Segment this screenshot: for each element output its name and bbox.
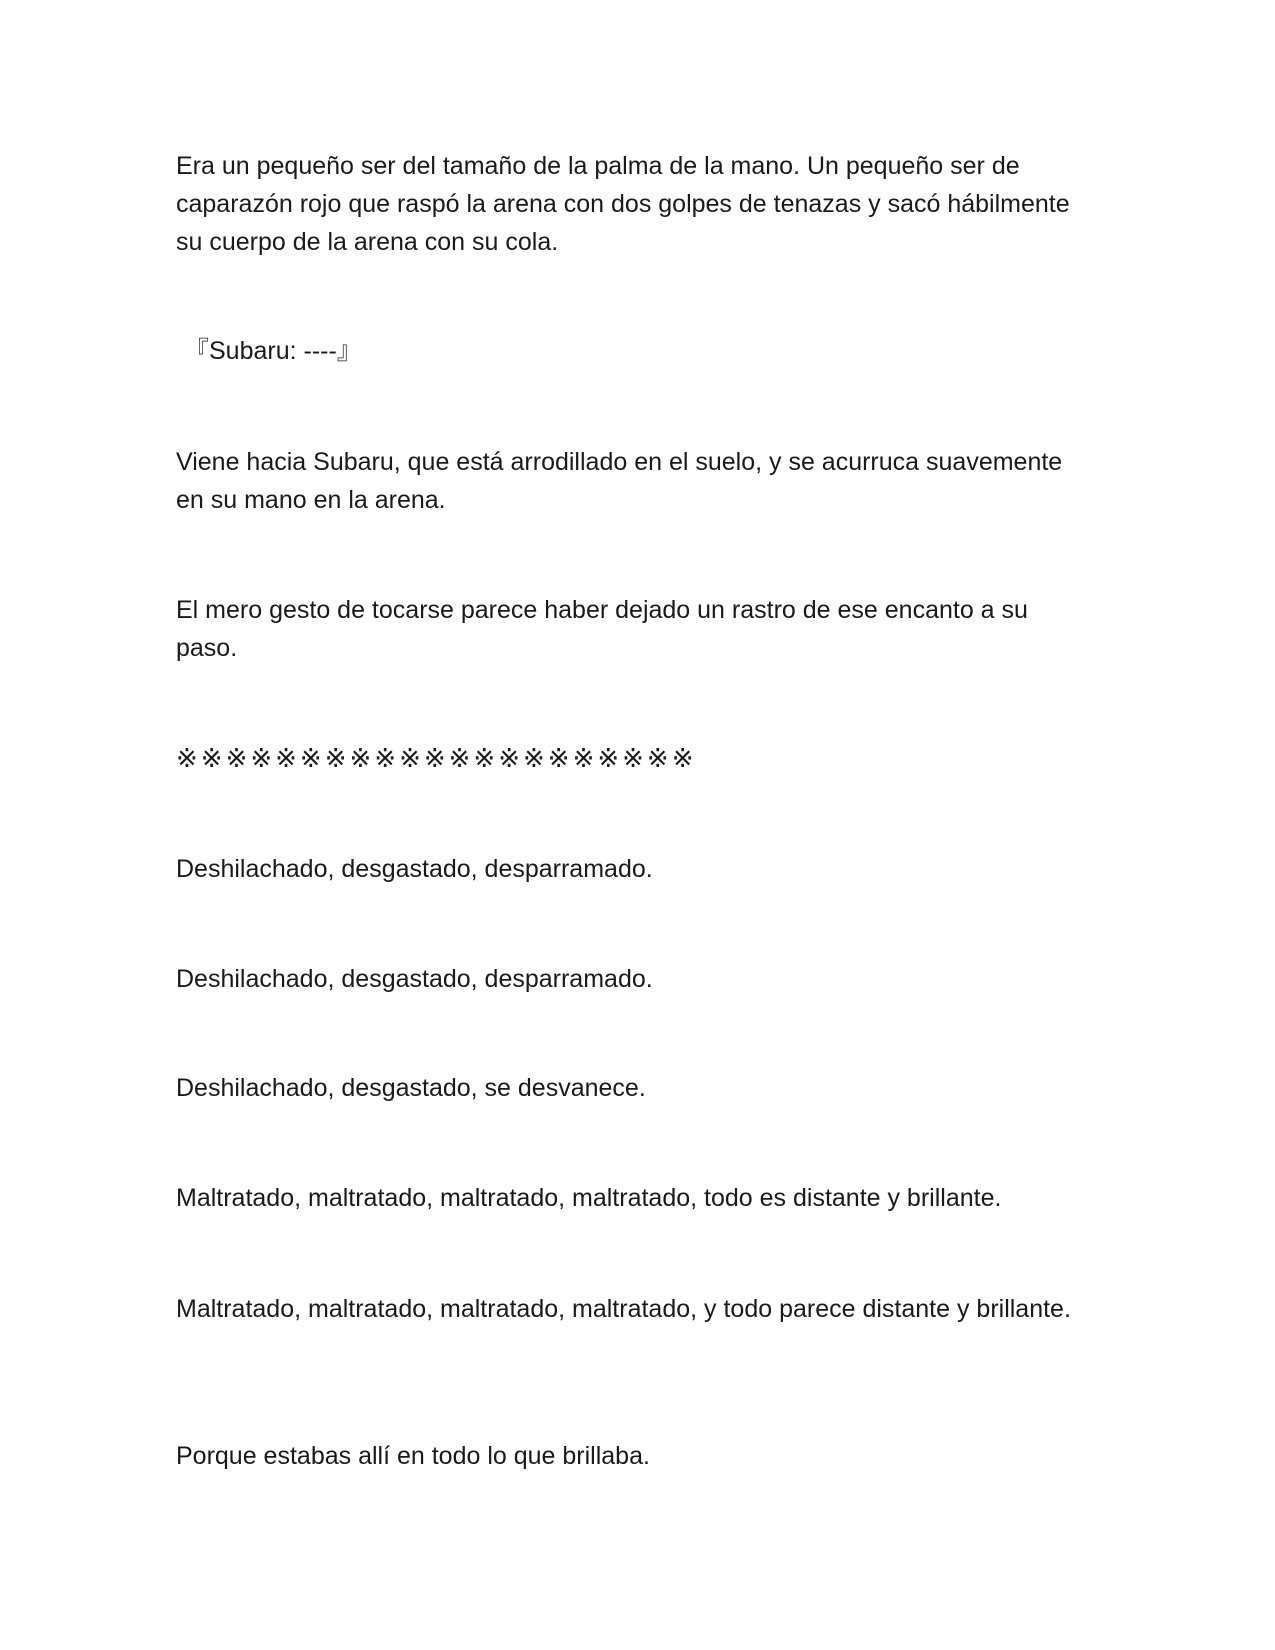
paragraph-battered-2: Maltratado, maltratado, maltratado, maltratado, y todo parece distante y brillante. [176, 1295, 1071, 1323]
paragraph-frayed-2: Deshilachado, desgastado, desparramado. [176, 965, 653, 993]
paragraph-comes-to-subaru: Viene hacia Subaru, que está arrodillado en el suelo, y se acurruca suavemente en su mano en la arena. [176, 448, 1063, 514]
paragraph-battered-1: Maltratado, maltratado, maltratado, maltratado, todo es distante y brillante. [176, 1184, 1002, 1212]
paragraph-gesture: El mero gesto de tocarse parece haber dejado un rastro de ese encanto a su paso. [176, 596, 1028, 662]
paragraph-subaru-dialogue: 『Subaru: ----』 [184, 337, 362, 365]
paragraph-because-you-were-there: Porque estabas allí en todo lo que brillaba. [176, 1442, 650, 1470]
paragraph-frayed-1: Deshilachado, desgastado, desparramado. [176, 855, 653, 883]
paragraph-crab-description: Era un pequeño ser del tamaño de la palma de la mano. Un pequeño ser de caparazón rojo que raspó la arena con dos golpes de tenazas y sacó hábilmente su cuerpo de la arena con su cola. [176, 152, 1070, 256]
paragraph-frayed-3: Deshilachado, desgastado, se desvanece. [176, 1074, 646, 1102]
scene-break-divider: ※※※※※※※※※※※※※※※※※※※※※ [176, 744, 697, 774]
